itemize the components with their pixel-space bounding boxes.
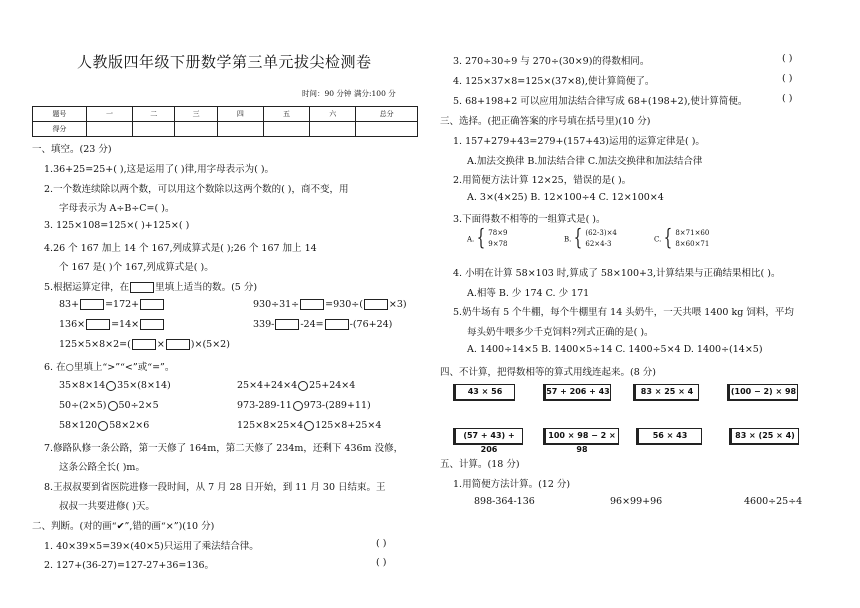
fill-question-1: 1.36+25=25+( ),这是运用了( )律,用字母表示为( )。 — [44, 164, 275, 175]
option-stack — [675, 228, 709, 250]
fill-question-2-line2: 字母表示为 A÷B÷C=( )。 — [59, 203, 175, 214]
answer-box[interactable] — [80, 299, 104, 310]
choice-options-1: A.加法交换律 B.加法结合律 C.加法交换律和加法结合律 — [467, 156, 703, 167]
option-line: 8×71×60 — [675, 229, 710, 237]
choice-question-1: 1. 157+279+43=279+(157+43)运用的运算定律是( )。 — [453, 136, 705, 147]
compare-circle[interactable] — [293, 401, 303, 411]
answer-box[interactable] — [325, 319, 349, 330]
fill-question-4-line1: 4.26 个 167 加上 14 个 167,列成算式是( );26 个 167 加上 14 — [44, 243, 317, 254]
option-stack — [585, 228, 617, 250]
q5-intro-text-2: 里填上适当的数。(5 分) — [155, 282, 258, 293]
q6-row2-left — [59, 400, 159, 411]
match-card-top-4[interactable]: (100 − 2) × 98 — [727, 384, 798, 401]
expr-text: 58×2×6 — [109, 420, 150, 431]
judge-question-4: 4. 125×37×8=125×(37×8),使计算简便了。 — [453, 76, 655, 87]
section-5-heading: 五、计算。(18 分) — [440, 459, 520, 470]
q5-row2-left — [59, 319, 165, 330]
score-cell: 三 — [175, 107, 217, 122]
score-input-cell[interactable] — [217, 122, 263, 137]
fill-question-7-line1: 7.修路队修一条公路，第一天修了 164m，第二天修了 234m，还剩下 436m 没修， — [44, 443, 404, 454]
fill-question-7-line2: 这条公路全长( )m。 — [59, 462, 145, 473]
option-line: 8×60×71 — [675, 240, 710, 248]
answer-box[interactable] — [132, 339, 156, 350]
option-line: 9×78 — [488, 240, 508, 248]
option-label: B. — [564, 235, 572, 244]
score-input-cell[interactable] — [175, 122, 217, 137]
judge-answer-1[interactable]: ( ) — [376, 538, 387, 549]
exam-full-score: 满分:100 分 — [354, 89, 396, 98]
score-input-cell[interactable] — [263, 122, 309, 137]
expr-text: 339- — [253, 319, 275, 330]
expr-text: 25+24×4 — [309, 380, 356, 391]
judge-answer-5[interactable]: ( ) — [782, 93, 793, 104]
choice-question-2: 2.用简便方法计算 12×25，错误的是( )。 — [453, 175, 632, 186]
q6-row2-right — [237, 400, 371, 411]
judge-question-3: 3. 270÷30÷9 与 270÷(30×9)的得数相同。 — [453, 56, 650, 67]
choice-options-5: A. 1400÷14×5 B. 1400×5÷14 C. 1400÷5×4 D. 1400÷(14×5) — [467, 344, 763, 355]
score-cell: 一 — [86, 107, 132, 122]
answer-box[interactable] — [140, 299, 164, 310]
q5-row1-right — [253, 299, 407, 310]
expr-text: 136× — [59, 319, 86, 330]
score-table-score-row — [33, 122, 418, 137]
answer-box-sample — [130, 282, 154, 293]
compare-circle[interactable] — [304, 421, 314, 431]
q5-row2-right — [253, 319, 392, 330]
expr-text: =172+ — [105, 299, 140, 310]
score-table — [32, 106, 418, 137]
choice-question-5-line1: 5.奶牛场有 5 个牛棚，每个牛棚里有 14 头奶牛，一天共喂 1400 kg 饲料，平均 — [453, 307, 794, 318]
exam-time: 时间：90 分钟 — [302, 89, 352, 98]
section-2-heading: 二、判断。(对的画“✔”,错的画“×”)(10 分) — [32, 521, 215, 532]
expr-text: 58×120 — [59, 420, 98, 431]
expr-text: 125×5×8×2=( — [59, 339, 131, 350]
expr-text: 930÷31÷ — [253, 299, 300, 310]
match-card-top-1[interactable]: 43 × 56 — [453, 384, 515, 401]
page-title: 人教版四年级下册数学第三单元拔尖检测卷 — [77, 53, 372, 71]
answer-box[interactable] — [86, 319, 110, 330]
score-cell: 六 — [310, 107, 356, 122]
expr-text: 125×8×25×4 — [237, 420, 304, 431]
choice-question-5-line2: 每头奶牛喂多少千克饲料?列式正确的是( )。 — [467, 327, 654, 338]
calc-intro: 1.用简便方法计算。(12 分) — [453, 479, 571, 490]
expr-text: 973-(289+11) — [303, 400, 371, 411]
score-cell: 题号 — [33, 107, 87, 122]
expr-text: -(76+24) — [349, 319, 393, 330]
option-line: 78×9 — [488, 229, 508, 237]
brace-icon: { — [574, 226, 583, 251]
option-line: 62×4-3 — [585, 240, 612, 248]
expr-text: 83+ — [59, 299, 80, 310]
answer-box[interactable] — [166, 339, 190, 350]
brace-icon: { — [477, 226, 486, 251]
section-4-heading: 四、不计算，把得数相等的算式用线连起来。(8 分) — [440, 367, 656, 378]
match-card-bottom-4[interactable]: 83 × (25 × 4) — [729, 428, 799, 445]
option-stack — [488, 228, 507, 250]
q5-row3 — [59, 339, 230, 350]
choice-3-option-a — [467, 228, 508, 250]
option-label: A. — [467, 235, 475, 244]
answer-box[interactable] — [275, 319, 299, 330]
match-card-bottom-3[interactable]: 56 × 43 — [636, 428, 702, 445]
judge-question-5: 5. 68+198+2 可以应用加法结合律写成 68+(198+2),使计算简便。 — [453, 96, 748, 107]
section-1-heading: 一、填空。(23 分) — [32, 144, 112, 155]
expr-text: 50÷2×5 — [118, 400, 159, 411]
match-card-bottom-2[interactable]: 100 × 98 − 2 × 98 — [543, 428, 619, 445]
fill-question-2-line1: 2.一个数连续除以两个数，可以用这个数除以这两个数的( )，商不变，用 — [44, 184, 349, 195]
section-3-heading: 三、选择。(把正确答案的序号填在括号里)(10 分) — [440, 116, 651, 127]
calc-item-1: 898-364-136 — [474, 496, 535, 507]
choice-3-option-c — [654, 228, 709, 250]
answer-box[interactable] — [364, 299, 388, 310]
q6-row3-right — [237, 420, 381, 431]
expr-text: ×3) — [388, 299, 407, 310]
choice-options-4: A.相等 B. 少 174 C. 少 171 — [467, 288, 590, 299]
judge-question-1: 1. 40×39×5=39×(40×5)只运用了乘法结合律。 — [44, 541, 259, 552]
score-input-cell[interactable] — [310, 122, 356, 137]
score-cell: 五 — [263, 107, 309, 122]
fill-question-8-line1: 8.王叔叔要到省医院进修一段时间，从 7 月 28 日开始，到 11 月 30 日结束。王 — [44, 482, 386, 493]
q6-row1-left — [59, 380, 171, 391]
expr-text: )×(5×2) — [190, 339, 230, 350]
fill-question-5-intro — [44, 279, 257, 293]
q6-row3-left — [59, 420, 149, 431]
answer-box[interactable] — [140, 319, 164, 330]
expr-text: 50÷(2×5) — [59, 400, 107, 411]
judge-answer-2[interactable]: ( ) — [376, 557, 387, 568]
match-card-bottom-1[interactable]: (57 + 43) + 206 — [453, 428, 523, 445]
score-cell: 四 — [217, 107, 263, 122]
judge-question-2: 2. 127+(36-27)=127-27+36=136。 — [44, 560, 215, 571]
score-cell: 得分 — [33, 122, 87, 137]
compare-circle[interactable] — [98, 421, 108, 431]
score-input-cell[interactable] — [356, 122, 418, 137]
brace-icon: { — [664, 226, 673, 251]
score-cell: 总分 — [356, 107, 418, 122]
compare-circle[interactable] — [108, 401, 118, 411]
compare-circle[interactable] — [106, 381, 116, 391]
expr-text: 35×(8×14) — [117, 380, 171, 391]
fill-question-3: 3. 125×108=125×( )+125×( ) — [44, 220, 190, 231]
expr-text: × — [156, 339, 165, 350]
fill-question-6-intro: 6. 在○里填上“>”“<”或“=”。 — [44, 362, 175, 373]
choice-question-3: 3.下面得数不相等的一组算式是( )。 — [453, 214, 606, 225]
expr-text: 973-289-11 — [237, 400, 292, 411]
fill-question-4-line2: 个 167 是( )个 167,列成算式是( )。 — [59, 262, 214, 273]
answer-box[interactable] — [300, 299, 324, 310]
match-card-top-3[interactable]: 83 × 25 × 4 — [633, 384, 699, 401]
choice-question-4: 4. 小明在计算 58×103 时,算成了 58×100+3,计算结果与正确结果相比( )。 — [453, 268, 781, 279]
score-input-cell[interactable] — [86, 122, 132, 137]
expr-text: 125×8+25×4 — [315, 420, 382, 431]
expr-text: =14× — [111, 319, 140, 330]
q5-intro-text: 5.根据运算定律，在 — [44, 282, 130, 293]
fill-question-8-line2: 叔叔一共要进修( )天。 — [59, 501, 155, 512]
compare-circle[interactable] — [298, 381, 308, 391]
expr-text: =930÷( — [325, 299, 363, 310]
score-input-cell[interactable] — [133, 122, 175, 137]
q5-row1-left — [59, 299, 165, 310]
match-card-top-2[interactable]: 57 + 206 + 43 — [543, 384, 611, 401]
score-table-header-row — [33, 107, 418, 122]
choice-options-2: A. 3×(4×25) B. 12×100÷4 C. 12×100×4 — [467, 192, 664, 203]
q6-row1-right — [237, 380, 355, 391]
expr-text: 35×8×14 — [59, 380, 106, 391]
expr-text: -24= — [300, 319, 324, 330]
choice-3-option-b — [564, 228, 617, 250]
judge-answer-3[interactable]: ( ) — [782, 53, 793, 64]
option-label: C. — [654, 235, 662, 244]
calc-item-3: 4600÷25÷4 — [744, 496, 803, 507]
judge-answer-4[interactable]: ( ) — [782, 73, 793, 84]
expr-text: 25×4+24×4 — [237, 380, 298, 391]
calc-item-2: 96×99+96 — [610, 496, 663, 507]
option-line: (62-3)×4 — [585, 229, 617, 237]
score-cell: 二 — [133, 107, 175, 122]
